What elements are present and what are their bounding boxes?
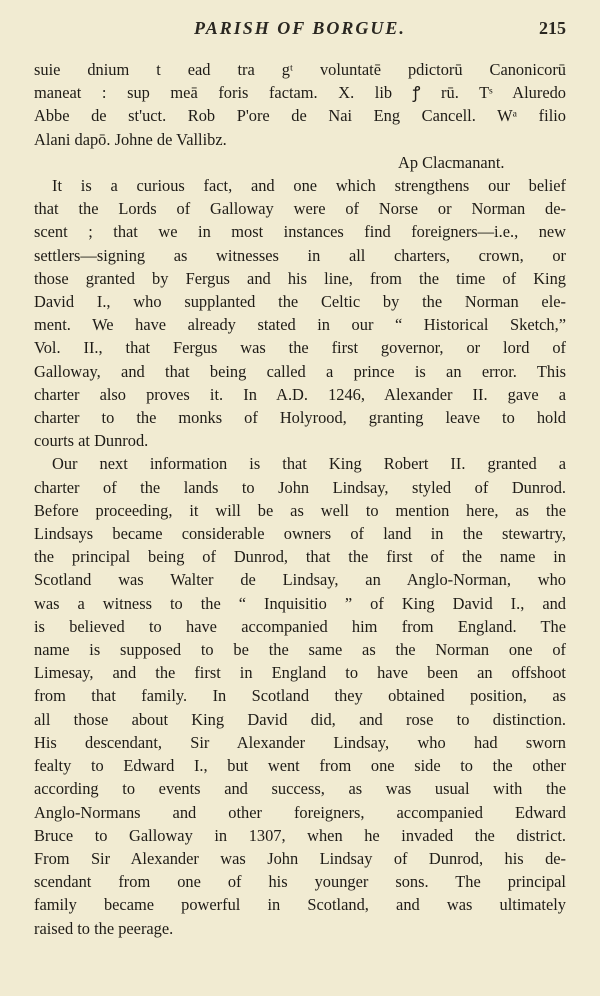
paragraph-line: was a witness to the “ Inquisitio ” of King David I., and: [34, 593, 566, 613]
paragraph-lindsay-family: [34, 452, 566, 939]
paragraph-line: Our next information is that King Robert II. granted a: [52, 454, 566, 474]
paragraph-line: fealty to Edward I., but went from one side to the other: [34, 756, 566, 776]
paragraph-line: David I., who supplanted the Celtic by the Norman ele-: [34, 292, 566, 312]
paragraph-line: raised to the peerage.: [34, 918, 174, 938]
paragraph-line: name is supposed to be the same as the Norman one of: [34, 640, 566, 660]
running-title: PARISH OF BORGUE.: [194, 18, 406, 38]
charter-excerpt: [34, 58, 566, 174]
page-number: 215: [539, 18, 566, 38]
paragraph-line: Vol. II., that Fergus was the first governor, or lord of: [34, 338, 566, 358]
paragraph-line: from that family. In Scotland they obtained position, as: [34, 686, 566, 706]
paragraph-line: family became powerful in Scotland, and was ultimately: [34, 895, 566, 915]
paragraph-line: those granted by Fergus and his line, from the time of King: [34, 268, 566, 288]
paragraph-line: His descendant, Sir Alexander Lindsay, who had sworn: [34, 732, 566, 752]
paragraph-line: From Sir Alexander was John Lindsay of Dunrod, his de-: [34, 848, 566, 868]
paragraph-line: ment. We have already stated in our “ Historical Sketch,”: [34, 315, 566, 335]
paragraph-line: settlers—signing as witnesses in all charters, crown, or: [34, 245, 566, 265]
paragraph-line: scendant from one of his younger sons. The principal: [34, 872, 566, 892]
paragraph-line: Lindsays became considerable owners of land in the stewartry,: [34, 524, 566, 544]
charter-line: Alani dapō. Johne de Vallibz.: [34, 129, 227, 149]
paragraph-line: It is a curious fact, and one which strengthens our belief: [52, 176, 566, 196]
paragraph-lords-of-galloway: [34, 174, 566, 452]
paragraph-line: courts at Dunrod.: [34, 431, 149, 451]
charter-line: maneat : sup meā foris factam. X. lib ꝭ rū. Tˢ Aluredo: [34, 83, 566, 103]
charter-line: suie dnium t ead tra gᵗ voluntatē pdictorū Canonicorū: [34, 60, 566, 79]
paragraph-line: all those about King David did, and rose to distinction.: [34, 709, 566, 729]
paragraph-line: according to events and success, as was usual with the: [34, 779, 566, 799]
body-text: [34, 58, 566, 940]
paragraph-line: that the Lords of Galloway were of Norse or Norman de-: [34, 199, 566, 219]
paragraph-line: charter to the monks of Holyrood, granting leave to hold: [34, 408, 566, 428]
paragraph-line: is believed to have accompanied him from England. The: [34, 616, 566, 636]
paragraph-line: Galloway, and that being called a prince is an error. This: [34, 361, 566, 381]
paragraph-line: Before proceeding, it will be as well to mention here, as the: [34, 500, 566, 520]
paragraph-line: charter also proves it. In A.D. 1246, Alexander II. gave a: [34, 384, 566, 404]
paragraph-line: the principal being of Dunrod, that the first of the name in: [34, 547, 566, 567]
paragraph-line: Scotland was Walter de Lindsay, an Anglo-Norman, who: [34, 570, 566, 590]
paragraph-line: charter of the lands to John Lindsay, styled of Dunrod.: [34, 477, 566, 497]
page-header: [34, 14, 566, 44]
charter-line: Abbe de st'uct. Rob P'ore de Nai Eng Cancell. Wᵃ filio: [34, 106, 566, 126]
paragraph-line: Anglo-Normans and other foreigners, accompanied Edward: [34, 802, 566, 822]
paragraph-line: scent ; that we in most instances find foreigners—i.e., new: [34, 222, 566, 242]
paragraph-line: Limesay, and the first in England to have been an offshoot: [34, 663, 566, 683]
charter-signoff: Ap Clacmanant.: [398, 152, 505, 172]
paragraph-line: Bruce to Galloway in 1307, when he invaded the district.: [34, 825, 566, 845]
